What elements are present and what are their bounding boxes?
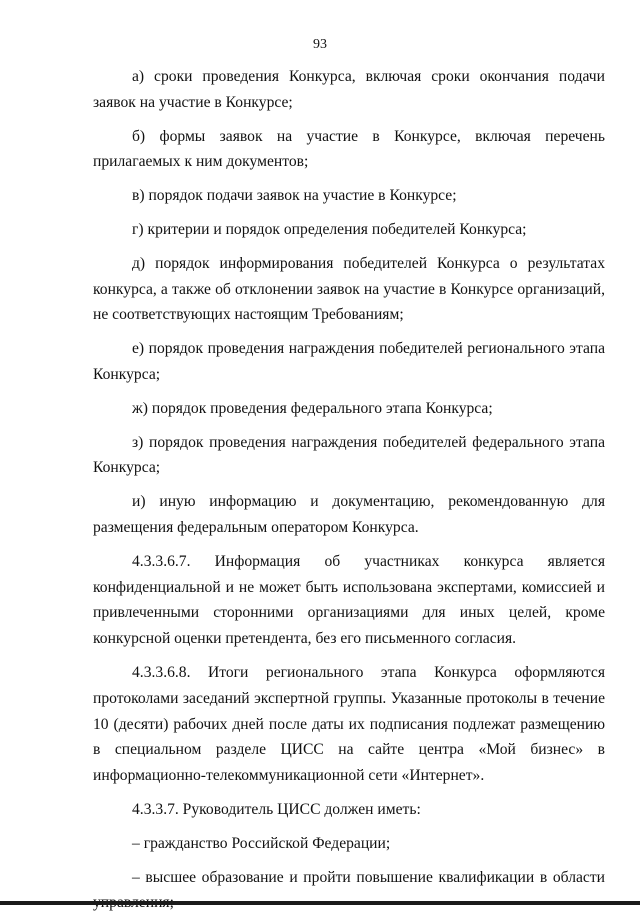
paragraph-e: е) порядок проведения награждения победителей регионального этапа Конкурса; bbox=[93, 340, 605, 383]
paragraph-z: з) порядок проведения награждения победителей федерального этапа Конкурса; bbox=[93, 433, 605, 477]
clause-4-3-3-6-7: 4.3.3.6.7. Информация об участниках конкурса является конфиденциальной и не может быть использована экспертами, комиссией и привлеченными сторонними организациями для иных целей, кроме конкурсной оценки претендента, без его письменного согласия. bbox=[93, 552, 605, 648]
paragraph-i: и) иную информацию и документацию, рекомендованную для размещения федеральным оператором Конкурса. bbox=[93, 493, 605, 536]
clause-4-3-3-6-8: 4.3.3.6.8. Итоги регионального этапа Конкурса оформляются протоколами заседаний экспертной группы. Указанные протоколы в течение 10 (десяти) рабочих дней после даты их подписания подлежат размещению в специальном разделе ЦИСС на сайте центра «Мой бизнес» в информационно-телекоммуникационной сети «Интернет». bbox=[93, 663, 605, 785]
paragraph-zh: ж) порядок проведения федерального этапа Конкурса; bbox=[132, 399, 493, 417]
requirement-education: – высшее образование и пройти повышение квалификации в области bbox=[132, 868, 605, 886]
paragraph-d: д) порядок информирования победителей Конкурса о результатах конкурса, а также об отклонении заявок на участие в Конкурсе организаций, не соответствующих настоящим Требованиям; bbox=[93, 254, 605, 324]
clause-4-3-3-7: 4.3.3.7. Руководитель ЦИСС должен иметь: bbox=[132, 800, 421, 818]
scan-bottom-edge bbox=[0, 901, 640, 905]
paragraph-a: а) сроки проведения Конкурса, включая сроки окончания подачи заявок на участие в Конкурсе; bbox=[93, 68, 605, 111]
paragraph-b: б) формы заявок на участие в Конкурсе, включая перечень прилагаемых к ним документов; bbox=[93, 127, 605, 171]
document-body bbox=[93, 64, 605, 924]
paragraph-v: в) порядок подачи заявок на участие в Конкурсе; bbox=[132, 187, 457, 205]
paragraph-g: г) критерии и порядок определения победителей Конкурса; bbox=[132, 220, 527, 238]
requirement-citizenship: – гражданство Российской Федерации; bbox=[132, 834, 391, 852]
page-number: 93 bbox=[313, 37, 327, 52]
